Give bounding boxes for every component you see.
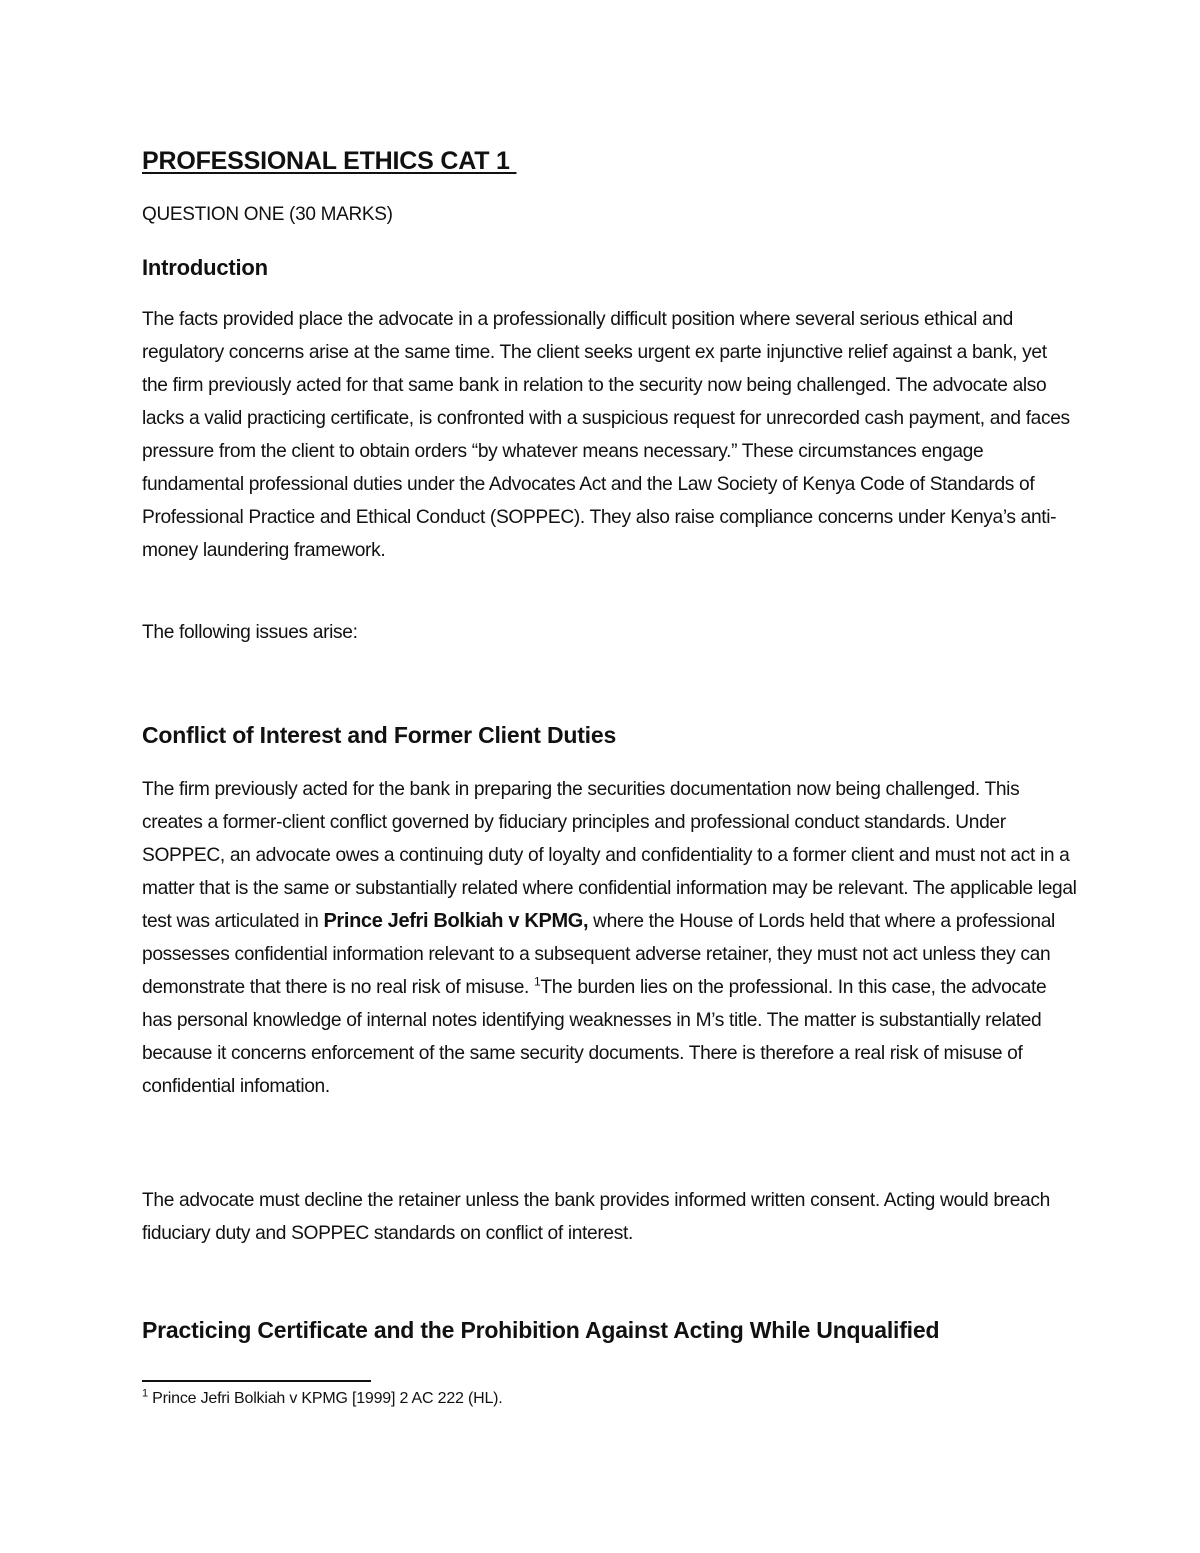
conflict-of-interest-paragraph (142, 773, 1077, 1103)
conflict-of-interest-heading: Conflict of Interest and Former Client Duties (142, 722, 617, 748)
paragraph-text-part: The firm previously acted for the bank in preparing the securities documentation now being challenged. This creates a former-client conflict governed by fiduciary principles and professional conduct standards. Under SOPPEC, an advocate owes a continuing duty of loyalty and confidentiality to a former client and must not act in a matter that is the same or substantially related where confidential information may be relevant. The applicable legal test was articulated in (142, 779, 1077, 932)
document-title: PROFESSIONAL ETHICS CAT 1 (142, 147, 517, 175)
footnote (142, 1387, 503, 1408)
issues-intro-paragraph: The following issues arise: (142, 622, 358, 643)
case-name: Prince Jefri Bolkiah v KPMG, (323, 910, 589, 932)
practicing-certificate-heading: Practicing Certificate and the Prohibition Against Acting While Unqualified (142, 1317, 940, 1343)
introduction-heading: Introduction (142, 255, 268, 280)
footnote-text: Prince Jefri Bolkiah v KPMG [1999] 2 AC 222 (HL). (147, 1390, 503, 1407)
paragraph-text-part: The burden lies on the professional. In this case, the advocate has personal knowledge of internal notes identifying weaknesses in M’s title. The matter is substantially related because it concerns enforcement of the same security documents. There is therefore a real risk of misuse of confidential infomation. (142, 977, 1047, 1097)
footnote-number: 1 (142, 1387, 148, 1400)
introduction-paragraph: The facts provided place the advocate in a professionally difficult position where several serious ethical and regulatory concerns arise at the same time. The client seeks urgent ex parte injunctive relief against a bank, yet the firm previously acted for that same bank in relation to the security now being challenged. The advocate also lacks a valid practicing certificate, is confronted with a suspicious request for unrecorded cash payment, and faces pressure from the client to obtain orders “by whatever means necessary.” These circumstances engage fundamental professional duties under the Advocates Act and the Law Society of Kenya Code of Standards of Professional Practice and Ethical Conduct (SOPPEC). They also raise compliance concerns under Kenya’s anti-money laundering framework. (142, 309, 1070, 561)
footnote-separator (142, 1380, 371, 1382)
footnote-reference[interactable]: 1 (534, 974, 541, 989)
paragraph-text-part: where the House of Lords held that where a professional possesses confidential information relevant to a subsequent adverse retainer, they must not act unless they can demonstrate that there is no real risk of misuse. (142, 911, 1055, 998)
question-heading: QUESTION ONE (30 MARKS) (142, 204, 393, 225)
conflict-conclusion-paragraph: The advocate must decline the retainer unless the bank provides informed written consent. Acting would breach fiduciary duty and SOPPEC standards on conflict of interest. (142, 1190, 1050, 1244)
